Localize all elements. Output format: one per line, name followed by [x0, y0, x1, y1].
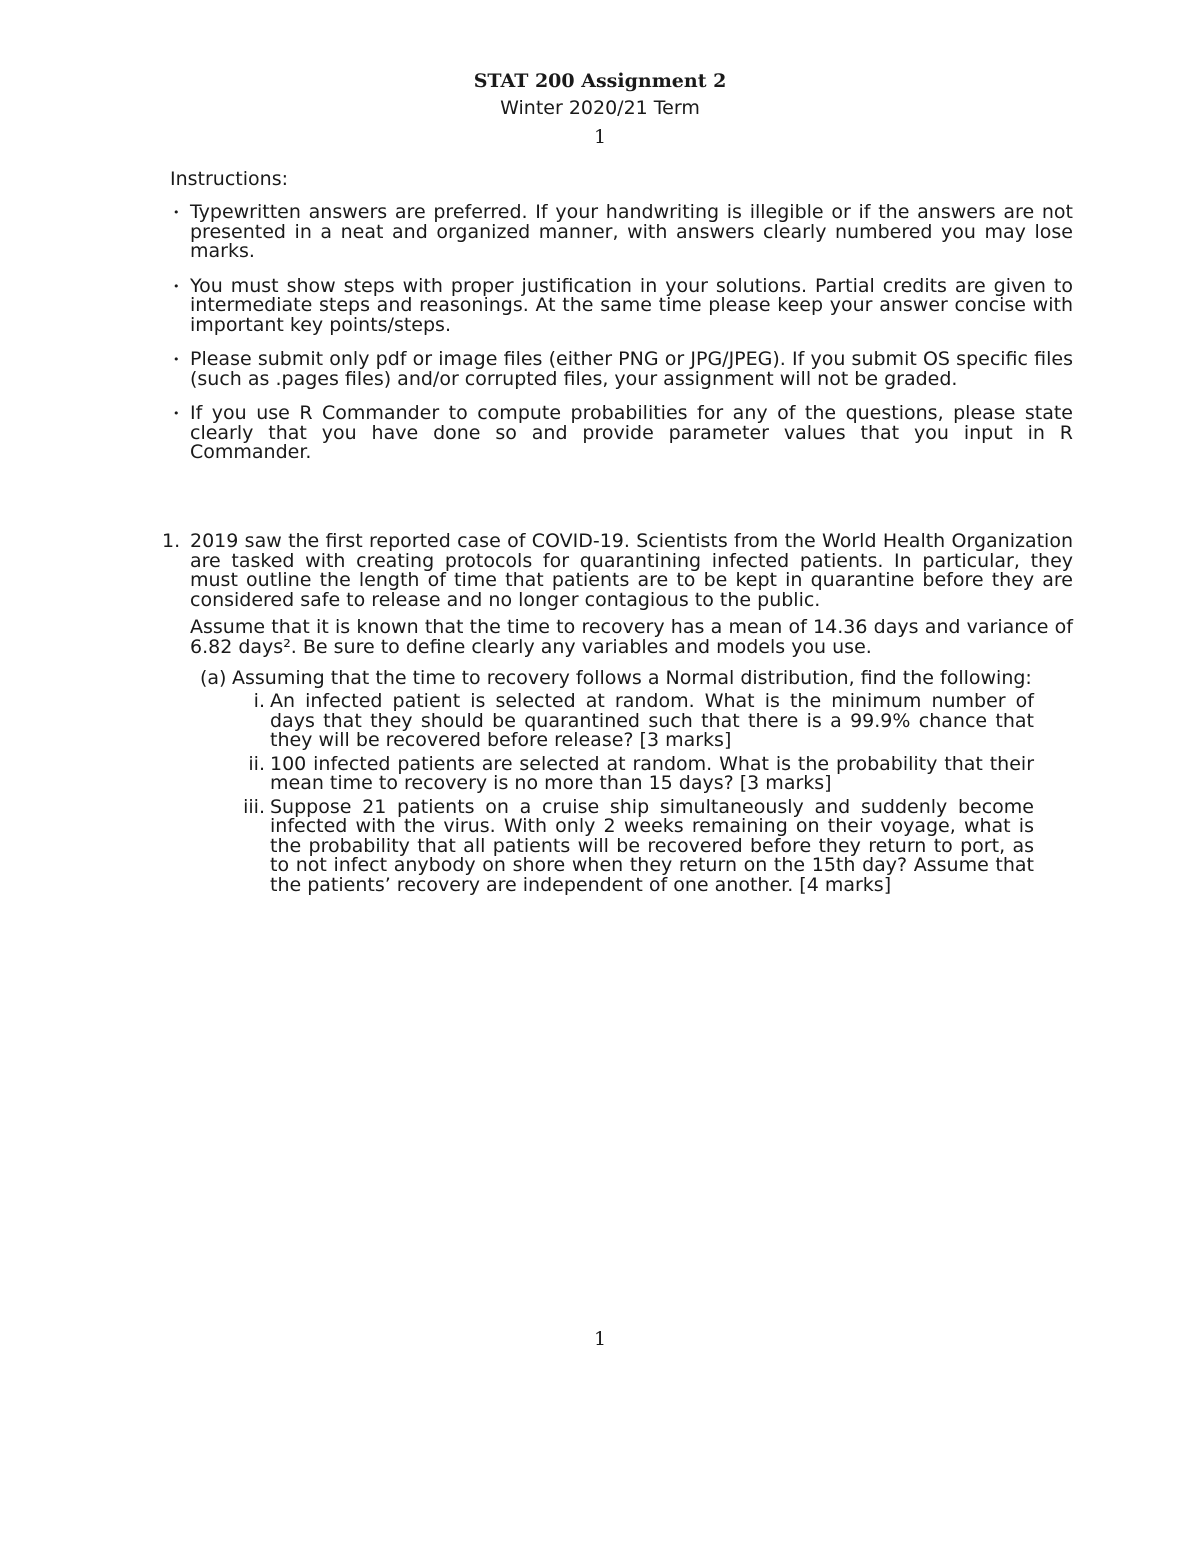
question-body	[190, 532, 1073, 895]
part-text: Assuming that the time to recovery follows a Normal distribution, find the following:	[232, 667, 1032, 689]
bullet-icon: •	[173, 407, 180, 420]
question-part-a	[200, 667, 1073, 895]
bullet-icon: •	[173, 206, 180, 219]
page-number: 1	[593, 1328, 607, 1350]
instructions-label: Instructions:	[170, 168, 288, 190]
document-subtitle: Winter 2020/21 Term	[500, 97, 700, 119]
subpart-label: iii.	[243, 795, 265, 818]
subpart-item	[232, 692, 1034, 751]
instruction-item	[170, 203, 1073, 262]
question-assumption: Assume that it is known that the time to recovery has a mean of 14.36 days and variance of 6.82 days². Be sure to define clearly any variables and models you use.	[190, 616, 1073, 658]
question-intro: 2019 saw the first reported case of COVID-19. Scientists from the World Health Organization are tasked with creating protocols for quarantining infected patients. In particular, they must outline the length of time that patients are to be kept in quarantine before they are considered safe to release and no longer contagious to the public.	[190, 530, 1073, 611]
subpart-text: 100 infected patients are selected at random. What is the probability that their mean time to recovery is no more than 15 days? [3 marks]	[270, 752, 1034, 794]
subpart-item	[232, 795, 1034, 896]
subpart-text: An infected patient is selected at random. What is the minimum number of days that they should be quarantined such that there is a 99.9% chance that they will be recovered before release? [3 marks]	[270, 690, 1034, 751]
bullet-icon: •	[173, 353, 180, 366]
document-title: STAT 200 Assignment 2	[473, 70, 727, 92]
instruction-item	[170, 274, 1073, 336]
subpart-list	[232, 692, 1073, 895]
instruction-text: Typewritten answers are preferred. If your handwriting is illegible or if the answers are not presented in a neat and organized manner, with answers clearly numbered you may lose marks.	[190, 201, 1073, 262]
part-label: (a)	[200, 667, 227, 689]
subpart-text: Suppose 21 patients on a cruise ship simultaneously and suddenly become infected with the virus. With only 2 weeks remaining on their voyage, what is the probability that all patients will be recovered before they return to port, as to not infect anybody on shore when they return on the 15th day? Assume that the patients’ recovery are independent of one another. [4 marks]	[270, 795, 1034, 896]
instruction-item	[170, 404, 1073, 463]
bullet-icon: •	[173, 279, 180, 293]
subpart-item	[232, 752, 1034, 794]
instruction-item	[170, 350, 1073, 389]
subpart-label: ii.	[248, 752, 265, 775]
question-1	[162, 532, 1073, 895]
instruction-text: If you use R Commander to compute probabilities for any of the questions, please state clearly that you have done so and provide parameter values that you input in R Commander.	[190, 402, 1073, 463]
instructions-list	[170, 203, 1073, 478]
term-number: 1	[593, 126, 607, 148]
subpart-label: i.	[253, 690, 265, 712]
instruction-text: Please submit only pdf or image files (either PNG or JPG/JPEG). If you submit OS specific files (such as .pages files) and/or corrupted files, your assignment will not be graded.	[190, 348, 1073, 390]
question-number: 1.	[162, 530, 181, 552]
instruction-text: You must show steps with proper justification in your solutions. Partial credits are given to intermediate steps and reasonings. At the same time please keep your answer concise with important key points/steps.	[190, 274, 1073, 336]
